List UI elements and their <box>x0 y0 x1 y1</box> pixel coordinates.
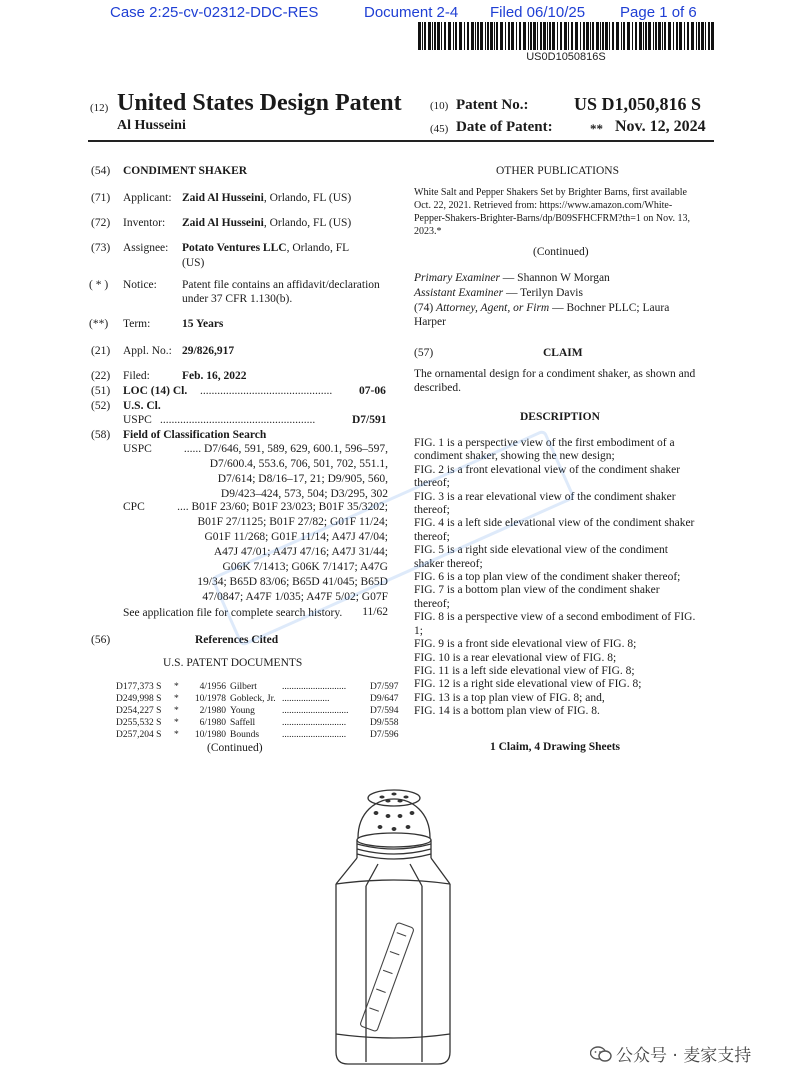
design-title: CONDIMENT SHAKER <box>123 165 248 177</box>
code-73: (73) <box>91 242 111 254</box>
uspc-dots: ...................................................... <box>160 414 316 426</box>
barcode-bar <box>487 22 489 50</box>
barcode-bar <box>471 22 474 50</box>
ref-name: Young <box>230 706 255 716</box>
barcode-bar <box>662 22 663 50</box>
barcode-bar <box>648 22 651 50</box>
ref-name: Bounds <box>230 730 260 740</box>
other-publications-heading: OTHER PUBLICATIONS <box>496 165 619 177</box>
ref-date: 2/1980 <box>199 706 226 716</box>
loc-value: 07-06 <box>359 385 386 397</box>
barcode-bar <box>684 22 685 50</box>
barcode-bar <box>459 22 462 50</box>
field-cpc-line: 47/0847; A47F 1/035; A47F 5/02; G07F <box>202 591 388 603</box>
code-71: (71) <box>91 192 111 204</box>
patent-date: Nov. 12, 2024 <box>615 118 706 135</box>
notice-line-1: Patent file contains an affidavit/declaration <box>182 279 380 291</box>
barcode-bar <box>508 22 510 50</box>
patent-title: United States Design Patent <box>117 90 402 116</box>
field-uspc-line: D7/600.4, 553.6, 706, 501, 702, 551.1, <box>209 458 388 470</box>
ref-class: D7/597 <box>370 682 399 692</box>
description-line: FIG. 5 is a right side elevational view of the condiment <box>414 544 668 557</box>
ref-star: * <box>174 682 179 692</box>
applicant-value <box>182 191 351 206</box>
barcode-bar <box>635 22 637 50</box>
primary-examiner <box>414 271 610 286</box>
attorney-name: — Bochner PLLC; Laura <box>549 302 670 314</box>
description-line: shaker thereof; <box>414 557 483 570</box>
table-row <box>116 705 399 717</box>
barcode-bar <box>627 22 630 50</box>
barcode-bar <box>592 22 594 50</box>
patent-no-label: Patent No.: <box>456 97 529 113</box>
attorney-label: Attorney, Agent, or Firm <box>436 302 550 314</box>
barcode-bar <box>424 22 426 50</box>
code-45: (45) <box>430 123 449 135</box>
barcode-bar <box>586 22 589 50</box>
inventor-surname: Al Husseini <box>117 118 186 133</box>
uspc-sub-label: USPC <box>123 414 152 426</box>
description-line: FIG. 8 is a perspective view of a second embodiment of FIG. <box>414 611 696 624</box>
date-of-patent-label: Date of Patent: <box>456 119 553 135</box>
uspc-value: D7/591 <box>352 414 387 426</box>
assistant-examiner-name: — Terilyn Davis <box>503 287 583 299</box>
description-line: FIG. 9 is a front side elevational view of FIG. 8; <box>414 638 637 651</box>
barcode-bar <box>519 22 521 50</box>
barcode-bar <box>418 22 421 50</box>
primary-examiner-label: Primary Examiner <box>414 272 500 284</box>
ref-number: D257,204 S <box>116 730 162 740</box>
ref-number: D249,998 S <box>116 694 162 704</box>
barcode-bar <box>549 22 551 50</box>
barcode-bar <box>543 22 546 50</box>
inventor-value <box>182 216 351 231</box>
other-pub-line: Pepper-Shakers-Brighter-Barns/dp/B09SFHCFRM?th=1 on Nov. 13, <box>414 213 690 224</box>
code-72: (72) <box>91 217 111 229</box>
barcode-bar <box>496 22 498 50</box>
barcode-bar <box>480 22 483 50</box>
other-pub-line: Oct. 22, 2021. Retrieved from: https://www.amazon.com/White- <box>414 200 673 211</box>
code-54: (54) <box>91 165 111 177</box>
field-cpc-line: B01F 27/1125; B01F 27/82; G01F 11/24; <box>197 516 388 528</box>
barcode-bar <box>485 22 486 50</box>
barcode-bar <box>596 22 599 50</box>
watermark-text: 公众号 · 麦家支持 <box>616 1046 752 1066</box>
appl-no-value: 29/826,917 <box>182 345 235 357</box>
field-cpc-line: G01F 11/268; G01F 11/14; A47J 47/04; <box>204 531 388 543</box>
barcode-bar <box>612 22 614 50</box>
ref-star: * <box>174 718 179 728</box>
barcode-bar <box>560 22 562 50</box>
barcode-bar <box>505 22 506 50</box>
barcode-bar <box>568 22 569 50</box>
table-row <box>116 717 399 729</box>
document-number: Document 2-4 <box>364 4 459 21</box>
barcode-bar <box>602 22 604 50</box>
barcode-bar <box>557 22 558 50</box>
description-line: FIG. 11 is a left side elevational view of FIG. 8; <box>414 664 635 677</box>
other-publications-continued: (Continued) <box>533 246 589 258</box>
field-cpc-line: A47J 47/01; A47J 47/16; A47J 31/44; <box>213 546 388 558</box>
barcode-bar <box>711 22 714 50</box>
field-cpc-line: 11/62 <box>362 606 388 618</box>
claim-line-1: The ornamental design for a condiment shaker, as shown and <box>414 368 696 380</box>
notice-code: ( * ) <box>89 279 109 291</box>
filed-value: Feb. 16, 2022 <box>182 370 247 382</box>
code-22: (22) <box>91 370 111 382</box>
ref-class: D9/647 <box>370 694 399 704</box>
table-row <box>116 693 399 705</box>
ref-name: Saffell <box>230 718 256 728</box>
table-row <box>116 681 399 693</box>
assignee-location: , Orlando, FL <box>286 242 350 254</box>
barcode-bar <box>653 22 654 50</box>
barcode-bar <box>511 22 514 50</box>
barcode-bar <box>580 22 581 50</box>
us-cl-label: U.S. Cl. <box>123 400 161 412</box>
barcode-bar <box>655 22 657 50</box>
description-line: FIG. 2 is a front elevational view of the condiment shaker <box>414 463 681 476</box>
code-51: (51) <box>91 385 111 397</box>
case-number: Case 2:25-cv-02312-DDC-RES <box>110 4 319 21</box>
description-line: thereof; <box>414 504 450 517</box>
cap-ring <box>357 833 431 847</box>
barcode-bar <box>639 22 642 50</box>
code-57: (57) <box>414 347 434 359</box>
term-label: Term: <box>123 318 151 330</box>
description-line: condiment shaker, showing the new design; <box>414 450 615 463</box>
table-row <box>116 729 399 741</box>
barcode-bar <box>537 22 538 50</box>
barcode-bar <box>441 22 442 50</box>
field-uspc-line: ...... D7/646, 591, 589, 629, 600.1, 596–597, <box>183 443 388 455</box>
ref-number: D254,227 S <box>116 706 162 716</box>
description-line: FIG. 7 is a bottom plan view of the condiment shaker <box>414 584 660 597</box>
barcode-bar <box>583 22 585 50</box>
barcode-bar <box>664 22 666 50</box>
description-line: thereof; <box>414 530 450 543</box>
barcode-bar <box>623 22 625 50</box>
ref-date: 4/1956 <box>199 682 226 692</box>
barcode-bar <box>621 22 622 50</box>
cap-top <box>368 790 420 806</box>
ref-dots: ............................ <box>282 706 349 716</box>
assignee-label: Assignee: <box>123 242 169 254</box>
ref-class: D9/558 <box>370 718 399 728</box>
assignee-name: Potato Ventures LLC <box>182 242 287 254</box>
barcode-bar <box>616 22 619 50</box>
barcode-bar <box>605 22 608 50</box>
ref-number: D255,532 S <box>116 718 162 728</box>
barcode-number: US0D1050816S <box>526 51 606 63</box>
ref-name: Gilbert <box>230 682 257 692</box>
description-line: FIG. 13 is a top plan view of FIG. 8; and, <box>414 691 605 704</box>
notice-label: Notice: <box>123 279 157 291</box>
description-line: FIG. 1 is a perspective view of the first embodiment of a <box>414 437 675 449</box>
references-continued: (Continued) <box>207 742 263 754</box>
barcode-bar <box>673 22 674 50</box>
description-heading: DESCRIPTION <box>520 411 600 423</box>
claim-heading: CLAIM <box>543 347 583 359</box>
barcode-bar <box>643 22 644 50</box>
assistant-examiner-label: Assistant Examiner <box>414 287 504 299</box>
primary-examiner-name: — Shannon W Morgan <box>499 272 610 284</box>
loc-dots: .............................................. <box>200 385 333 397</box>
barcode-bar <box>428 22 431 50</box>
barcode-bar <box>494 22 495 50</box>
description-line: FIG. 4 is a left side elevational view of the condiment shaker <box>414 517 695 530</box>
barcode-bar <box>575 22 578 50</box>
barcode-bar <box>552 22 555 50</box>
ref-class: D7/594 <box>370 706 399 716</box>
barcode-bar <box>708 22 710 50</box>
appl-no-label: Appl. No.: <box>123 345 172 357</box>
code-12: (12) <box>90 102 109 114</box>
date-stars: ** <box>590 121 603 136</box>
barcode-bar <box>523 22 526 50</box>
barcode-bar <box>676 22 678 50</box>
ref-date: 10/1980 <box>194 730 226 740</box>
barcode-bar <box>696 22 697 50</box>
code-58: (58) <box>91 429 111 441</box>
ref-star: * <box>174 694 179 704</box>
barcode-bar <box>564 22 567 50</box>
barcode-bar <box>444 22 446 50</box>
barcode-bar <box>600 22 601 50</box>
barcode-bar <box>516 22 517 50</box>
barcode-bar <box>705 22 706 50</box>
barcode-bar <box>490 22 493 50</box>
field-uspc-line: D9/423–424, 573, 504; D3/295, 302 <box>220 488 388 500</box>
code-52: (52) <box>91 400 111 412</box>
barcode-bar <box>453 22 454 50</box>
barcode-bar <box>434 22 436 50</box>
barcode-bar <box>437 22 440 50</box>
ref-class: D7/596 <box>370 730 399 740</box>
other-pub-line: 2023.* <box>414 226 442 237</box>
barcode-bar <box>448 22 451 50</box>
term-value: 15 Years <box>182 318 224 330</box>
applicant-location: , Orlando, FL (US) <box>263 192 352 204</box>
barcode-bar <box>422 22 423 50</box>
notice-line-2: under 37 CFR 1.130(b). <box>182 293 293 305</box>
ref-date: 6/1980 <box>199 718 226 728</box>
code-10: (10) <box>430 100 449 112</box>
barcode-bar <box>528 22 529 50</box>
barcode-bar <box>609 22 610 50</box>
other-pub-line: White Salt and Pepper Shakers Set by Brighter Barns, first available <box>414 187 687 198</box>
field-cpc-line: G06K 7/1413; G06K 7/1417; A47G <box>222 561 388 573</box>
barcode-bar <box>658 22 661 50</box>
assignee-country: (US) <box>182 257 205 269</box>
description-line: FIG. 14 is a bottom plan view of FIG. 8. <box>414 705 600 718</box>
shaker-body <box>336 884 450 1064</box>
barcode-bar <box>530 22 532 50</box>
embossed-lettering <box>360 922 415 1032</box>
cap-holes <box>374 793 415 832</box>
claims-summary: 1 Claim, 4 Drawing Sheets <box>490 741 621 753</box>
barcode <box>418 22 714 50</box>
field-uspc-lines <box>160 442 388 502</box>
ref-star: * <box>174 730 179 740</box>
inventor-label: Inventor: <box>123 217 166 229</box>
barcode-bar <box>687 22 689 50</box>
barcode-bar <box>645 22 647 50</box>
barcode-bar <box>701 22 704 50</box>
barcode-bar <box>698 22 700 50</box>
search-history-note: See application file for complete search history. <box>123 607 343 619</box>
assignee-value <box>182 241 349 256</box>
barcode-bar <box>540 22 542 50</box>
barcode-bar <box>691 22 694 50</box>
barcode-bar <box>679 22 682 50</box>
barcode-bar <box>475 22 476 50</box>
ref-dots: .................... <box>282 694 330 704</box>
description-line: FIG. 10 is a rear elevational view of FIG. 8; <box>414 651 617 664</box>
wechat-icon <box>590 1046 612 1062</box>
ref-star: * <box>174 706 179 716</box>
description-line: thereof; <box>414 477 450 490</box>
barcode-bar <box>477 22 479 50</box>
filed-label: Filed: <box>123 370 150 382</box>
filed-date: Filed 06/10/25 <box>490 4 586 21</box>
code-56: (56) <box>91 634 111 646</box>
title-rule <box>88 140 714 142</box>
applicant-name: Zaid Al Husseini <box>182 192 264 204</box>
field-search-label: Field of Classification Search <box>123 429 267 441</box>
patent-number: US D1,050,816 S <box>574 94 702 114</box>
description-line: 1; <box>414 624 423 637</box>
assistant-examiner <box>414 286 583 301</box>
field-cpc-label: CPC <box>123 501 145 513</box>
page-indicator: Page 1 of 6 <box>620 4 697 21</box>
code-21: (21) <box>91 345 111 357</box>
barcode-bar <box>547 22 548 50</box>
attorney-code: (74) <box>414 302 434 314</box>
ref-number: D177,373 S <box>116 682 162 692</box>
barcode-bar <box>467 22 469 50</box>
ref-dots: ........................... <box>282 718 347 728</box>
applicant-label: Applicant: <box>123 192 172 204</box>
barcode-bar <box>500 22 503 50</box>
description-line: FIG. 12 is a right side elevational view of FIG. 8; <box>414 678 642 691</box>
barcode-bar <box>533 22 536 50</box>
barcode-bar <box>668 22 671 50</box>
ref-name: Gobleck, Jr. <box>230 694 276 704</box>
barcode-bar <box>455 22 457 50</box>
barcode-bar <box>464 22 465 50</box>
field-cpc-line: .... B01F 23/60; B01F 23/023; B01F 35/3202; <box>177 501 388 513</box>
barcode-bar <box>432 22 433 50</box>
attorney-line <box>414 301 669 316</box>
us-patent-documents-label: U.S. PATENT DOCUMENTS <box>163 657 303 669</box>
field-uspc-label: USPC <box>123 443 152 455</box>
description-line: thereof; <box>414 597 450 610</box>
description-line: FIG. 6 is a top plan view of the condiment shaker thereof; <box>414 571 681 584</box>
description-line: FIG. 3 is a rear elevational view of the condiment shaker <box>414 490 676 503</box>
references-cited-label: References Cited <box>195 634 279 646</box>
ref-dots: ........................... <box>282 730 347 740</box>
ref-dots: ........................... <box>282 682 347 692</box>
attorney-line-2: Harper <box>414 316 446 328</box>
barcode-bar <box>632 22 633 50</box>
field-uspc-line: D7/614; D8/16–17, 21; D9/905, 560, <box>217 473 388 485</box>
barcode-bar <box>590 22 591 50</box>
claim-line-2: described. <box>414 382 461 394</box>
references-table <box>116 681 399 741</box>
ref-date: 10/1978 <box>194 694 226 704</box>
barcode-bar <box>571 22 573 50</box>
field-cpc-line: 19/34; B65D 83/06; B65D 41/045; B65D <box>197 576 388 588</box>
inventor-name: Zaid Al Husseini <box>182 217 264 229</box>
loc-label: LOC (14) Cl. <box>123 385 188 397</box>
term-code: (**) <box>89 318 109 330</box>
other-publications-text <box>414 186 714 238</box>
condiment-shaker-drawing <box>318 772 468 1072</box>
inventor-location: , Orlando, FL (US) <box>263 217 352 229</box>
cap-dome <box>358 799 430 838</box>
